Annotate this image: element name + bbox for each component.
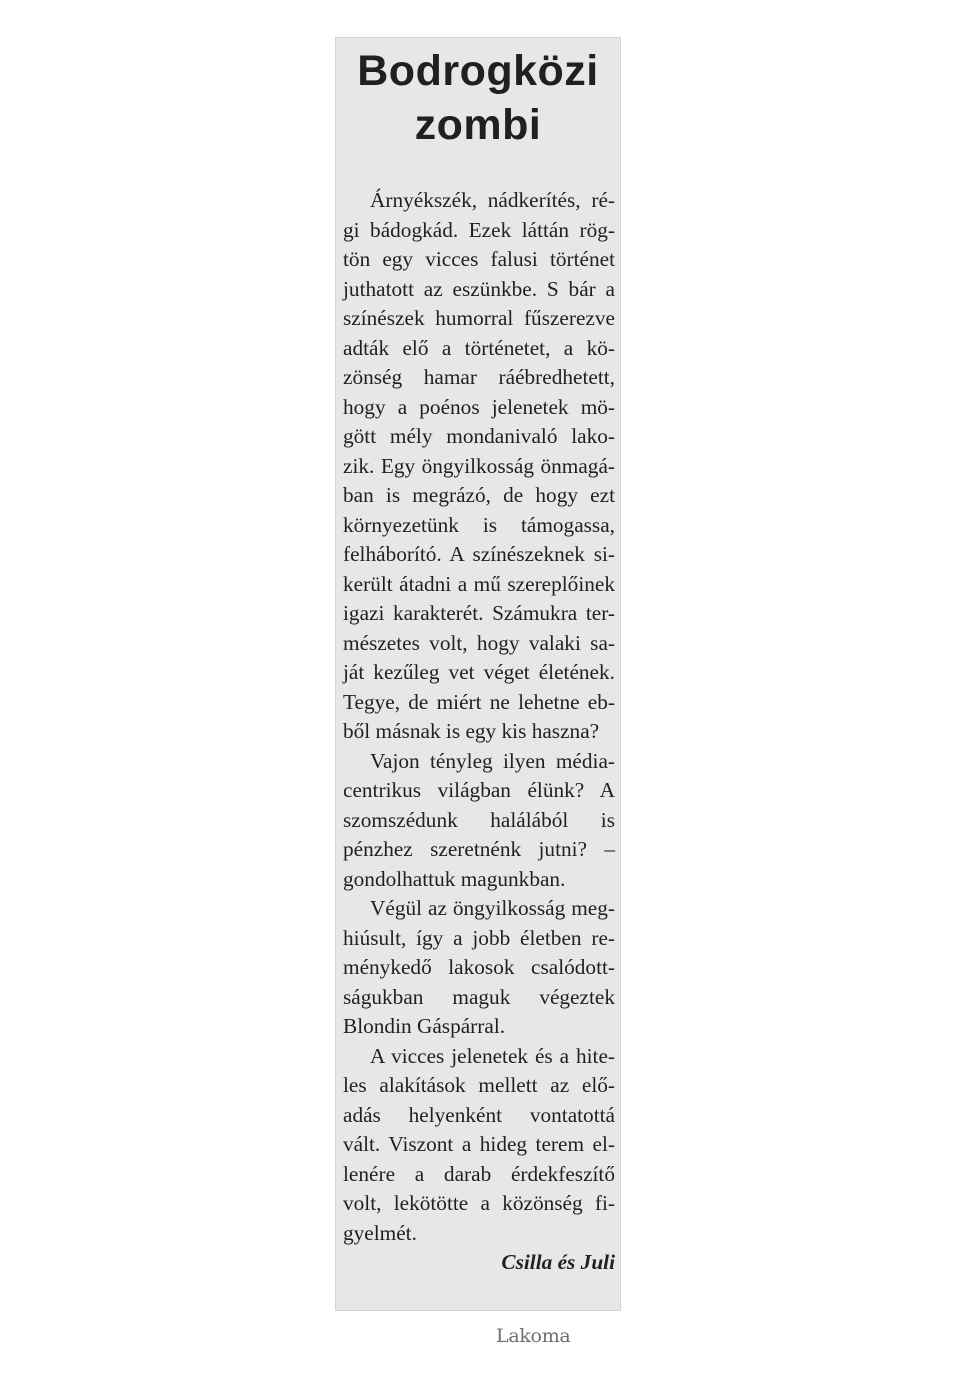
text-line: igazi karakterét. Számukra ter- bbox=[343, 601, 615, 625]
article-title bbox=[336, 44, 620, 152]
text-line: adás helyenként vontatottá bbox=[343, 1102, 615, 1127]
text-line: Árnyékszék, nádkerítés, ré- bbox=[370, 188, 615, 212]
article-paragraph bbox=[343, 1042, 615, 1249]
text-line: hogy a poénos jelenetek mö- bbox=[343, 394, 615, 419]
title-line: zombi bbox=[414, 101, 542, 149]
text-line: gi bádogkád. Ezek láttán rög- bbox=[343, 217, 615, 242]
text-line: ját kezűleg vet véget életének. bbox=[343, 660, 615, 684]
text-line: ságukban maguk végeztek bbox=[343, 984, 615, 1009]
text-line: les alakítások mellett az elő- bbox=[343, 1073, 615, 1097]
text-line: szomszédunk halálából is bbox=[343, 807, 615, 832]
text-line: volt, lekötötte a közönség fi- bbox=[343, 1191, 615, 1215]
article-box bbox=[335, 37, 621, 1311]
text-line: gondolhattuk magunkban. bbox=[343, 866, 566, 891]
text-line: került átadni a mű szereplőinek bbox=[343, 571, 615, 596]
text-line: ből másnak is egy kis haszna? bbox=[343, 719, 600, 743]
text-line: tön egy vicces falusi történet bbox=[343, 247, 615, 271]
text-line: gyelmét. bbox=[343, 1220, 417, 1245]
text-line: A vicces jelenetek és a hite- bbox=[370, 1043, 615, 1068]
text-line: környezetünk is támogassa, bbox=[343, 512, 615, 537]
text-line: zik. Egy öngyilkosság önmagá- bbox=[343, 453, 615, 478]
text-line: gött mély mondanivaló lako- bbox=[343, 424, 615, 448]
article-paragraph bbox=[343, 186, 615, 747]
text-line: mészetes volt, hogy valaki sa- bbox=[343, 630, 615, 655]
text-line: juthatott az eszünkbe. S bár a bbox=[343, 276, 615, 301]
text-line: zönség hamar ráébredhetett, bbox=[343, 365, 615, 389]
text-line: centrikus világban élünk? A bbox=[343, 778, 615, 802]
text-line: pénzhez szeretnénk jutni? – bbox=[343, 837, 615, 861]
text-line: színészek humorral fűszerezve bbox=[343, 306, 615, 330]
author-signature: Csilla és Juli bbox=[501, 1250, 615, 1274]
article-body bbox=[343, 186, 615, 1278]
text-line: lenére a darab érdekfeszítő bbox=[343, 1161, 615, 1186]
text-line: Vajon tényleg ilyen média- bbox=[370, 748, 615, 773]
text-line: ban is megrázó, de hogy ezt bbox=[343, 483, 615, 507]
title-line: Bodrogközi bbox=[357, 47, 599, 95]
publication-name: Lakoma bbox=[496, 1325, 571, 1347]
text-line: hiúsult, így a jobb életben re- bbox=[343, 925, 615, 950]
text-line: Blondin Gáspárral. bbox=[343, 1014, 506, 1038]
text-line: Tegye, de miért ne lehetne eb- bbox=[343, 689, 615, 714]
text-line: Végül az öngyilkosság meg- bbox=[370, 896, 615, 920]
text-line: ménykedő lakosok csalódott- bbox=[343, 955, 615, 979]
text-line: adták elő a történetet, a kö- bbox=[343, 335, 615, 360]
text-line: felháborító. A színészeknek si- bbox=[343, 542, 615, 566]
article-paragraph bbox=[343, 894, 615, 1042]
article-paragraph bbox=[343, 747, 615, 895]
text-line: vált. Viszont a hideg terem el- bbox=[343, 1132, 615, 1156]
